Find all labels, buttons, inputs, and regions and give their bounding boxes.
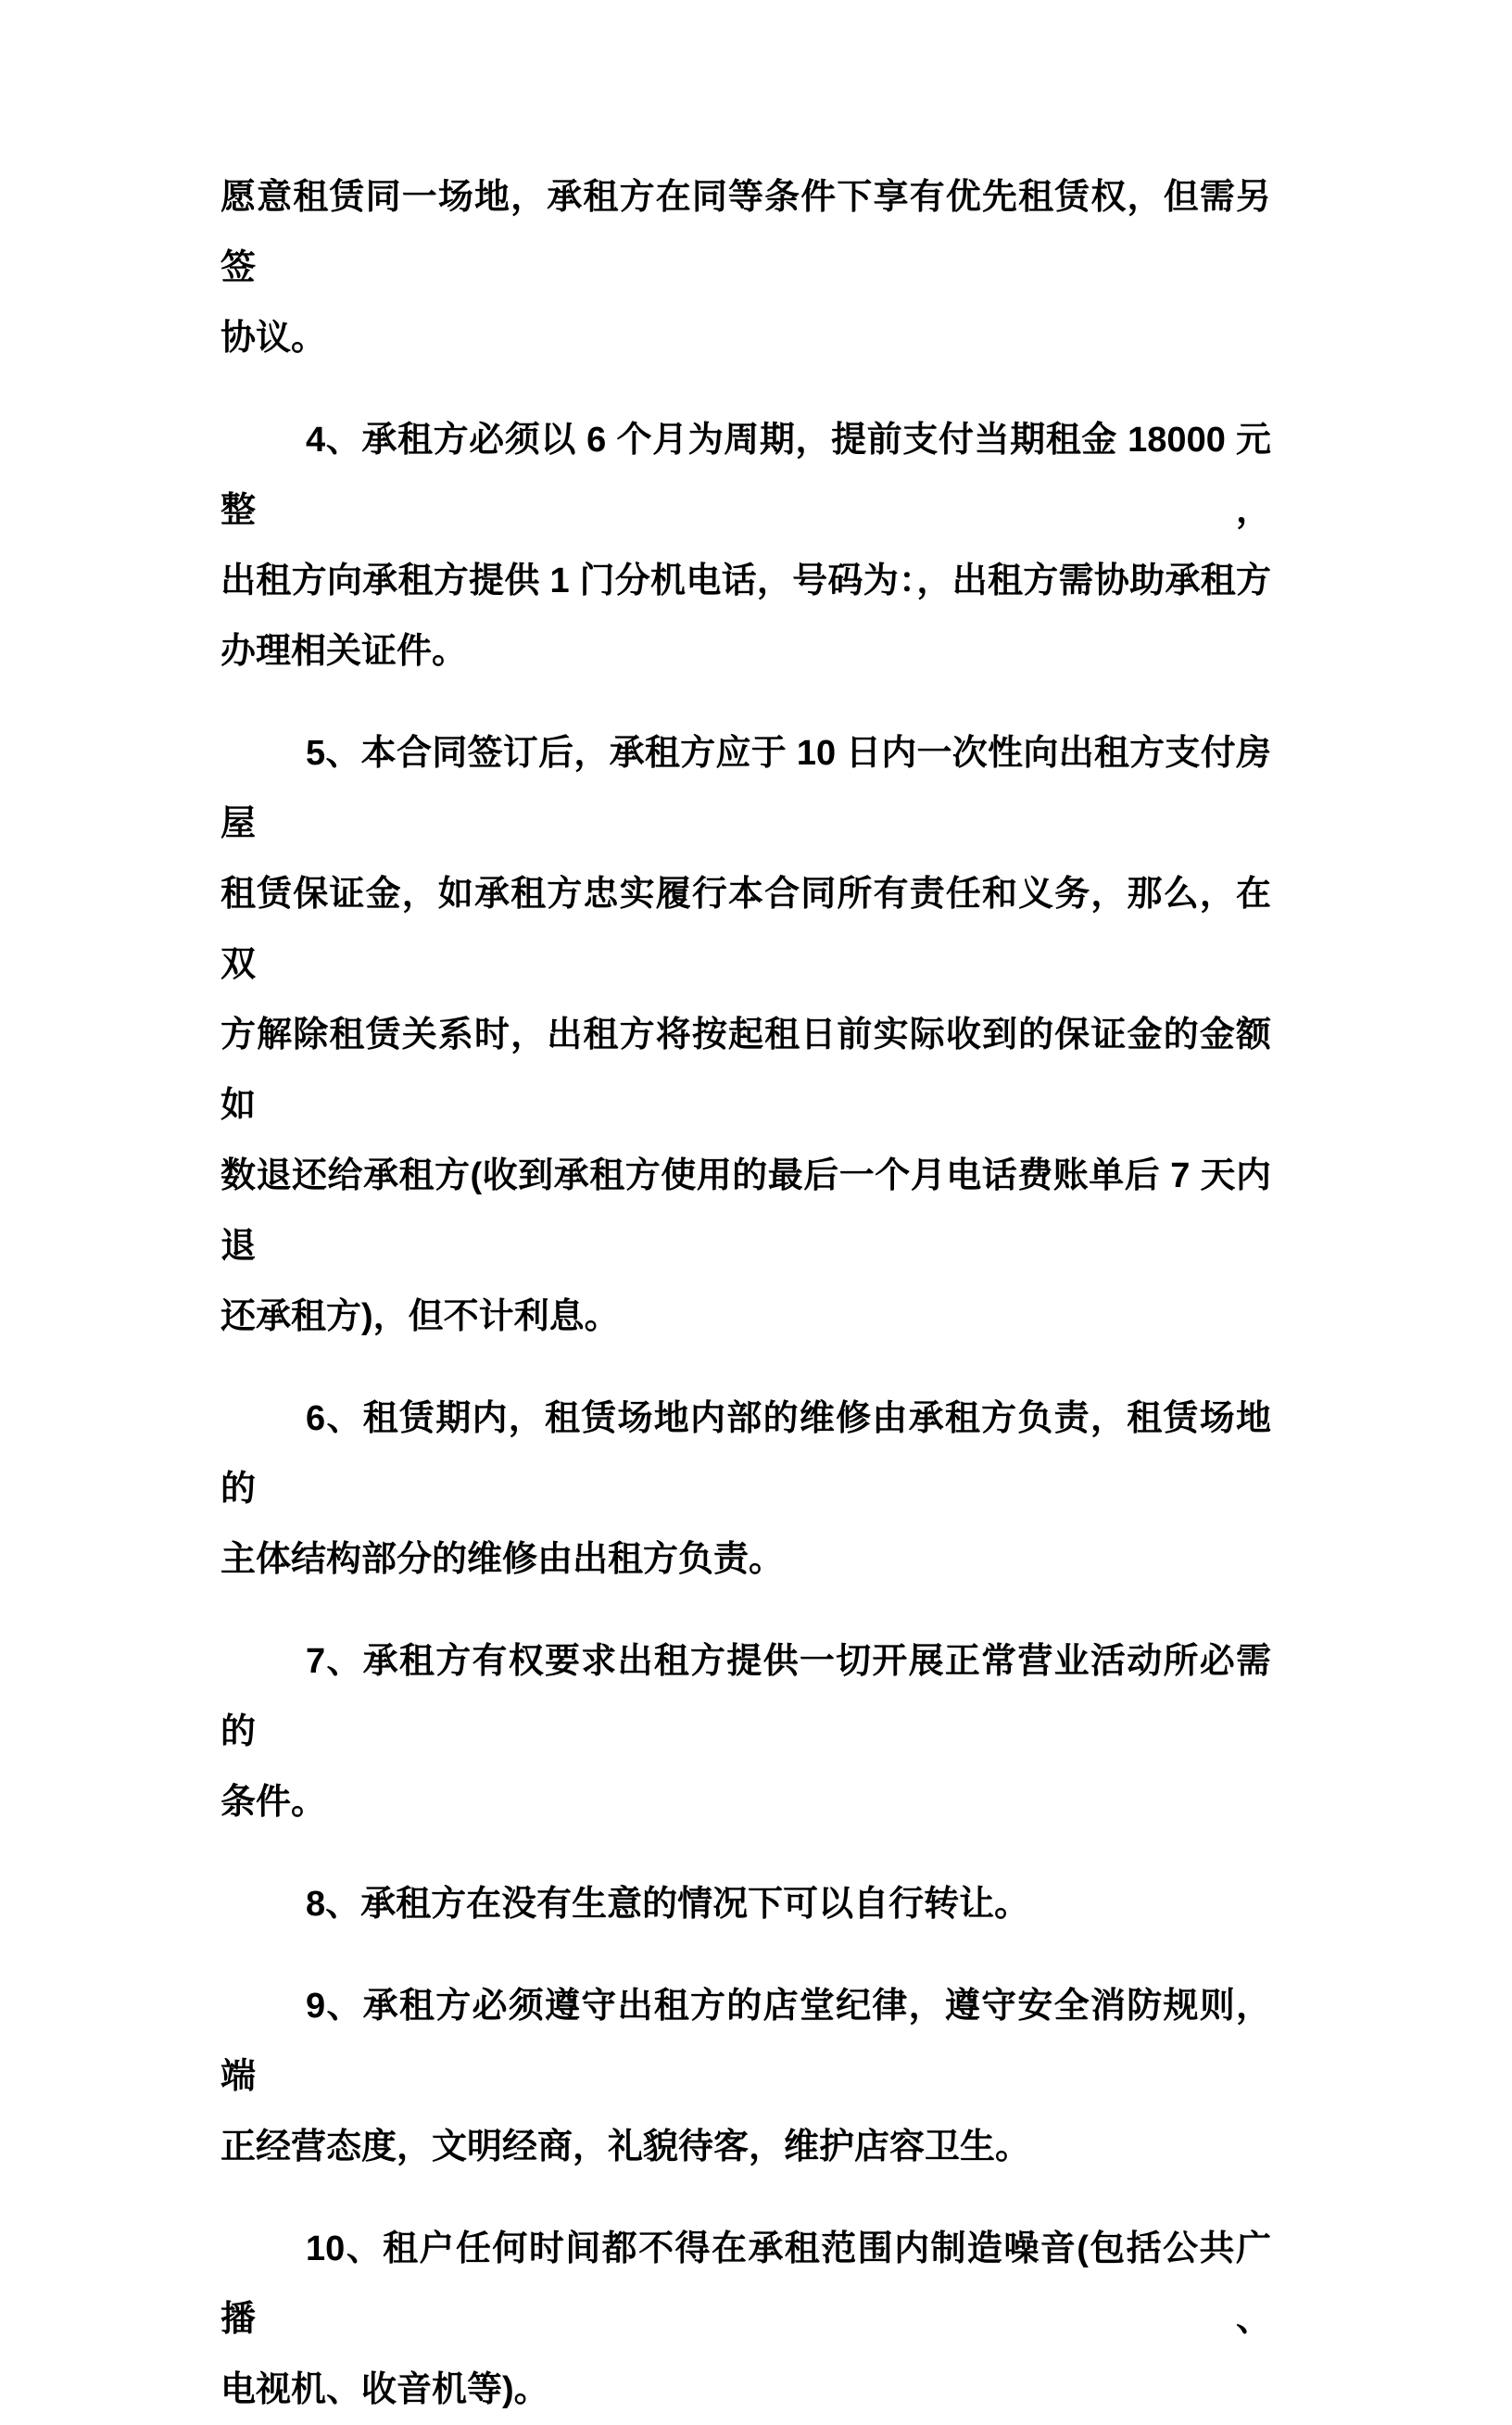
text-line: 主体结构部分的维修由出租方负责。 [220, 1540, 785, 1579]
text-line: 电视机、收音机等)。 [220, 2370, 549, 2409]
paragraph-clause-9 [220, 1971, 1271, 2182]
paragraph-clause-4 [220, 405, 1271, 687]
text-line: 7、承租方有权要求出租方提供一切开展正常营业活动所必需的 [220, 1642, 1271, 1751]
text-line: 办理相关证件。 [220, 632, 468, 671]
text-line: 正经营态度，文明经商，礼貌待客，维护店容卫生。 [220, 2128, 1031, 2166]
text-line: 8、承租方在没有生意的情况下可以自行转让。 [306, 1885, 1030, 1924]
paragraph-clause-8 [220, 1869, 1271, 1939]
paragraph-clause-10 [220, 2214, 1271, 2425]
paragraph-continuation [220, 162, 1271, 373]
text-line: 数退还给承租方(收到承租方使用的最后一个月电话费账单后 7 天内退 [220, 1156, 1271, 1266]
paragraph-clause-5 [220, 718, 1271, 1352]
text-line: 出租方向承租方提供 1 门分机电话，号码为：，出租方需协助承租方 [220, 562, 1271, 600]
paragraph-clause-6 [220, 1383, 1271, 1595]
text-line: 9、承租方必须遵守出租方的店堂纪律，遵守安全消防规则，端 [220, 1987, 1271, 2096]
text-line: 还承租方)，但不计利息。 [220, 1297, 620, 1336]
text-line: 条件。 [220, 1783, 327, 1822]
text-line: 愿意租赁同一场地，承租方在同等条件下享有优先租赁权，但需另签 [220, 178, 1271, 287]
text-line: 4、承租方必须以 6 个月为周期，提前支付当期租金 18000 元整， [220, 421, 1271, 530]
text-line: 10、租户任何时间都不得在承租范围内制造噪音(包括公共广播、 [220, 2229, 1271, 2339]
text-line: 6、租赁期内，租赁场地内部的维修由承租方负责，租赁场地的 [220, 1399, 1271, 1509]
text-line: 5、本合同签订后，承租方应于 10 日内一次性向出租方支付房屋 [220, 734, 1271, 843]
text-line: 方解除租赁关系时，出租方将按起租日前实际收到的保证金的金额如 [220, 1016, 1271, 1125]
paragraph-clause-7 [220, 1626, 1271, 1838]
text-line: 租赁保证金，如承租方忠实履行本合同所有责任和义务，那么，在双 [220, 875, 1271, 984]
text-line: 协议。 [220, 319, 327, 358]
contract-text-block [220, 162, 1271, 2425]
